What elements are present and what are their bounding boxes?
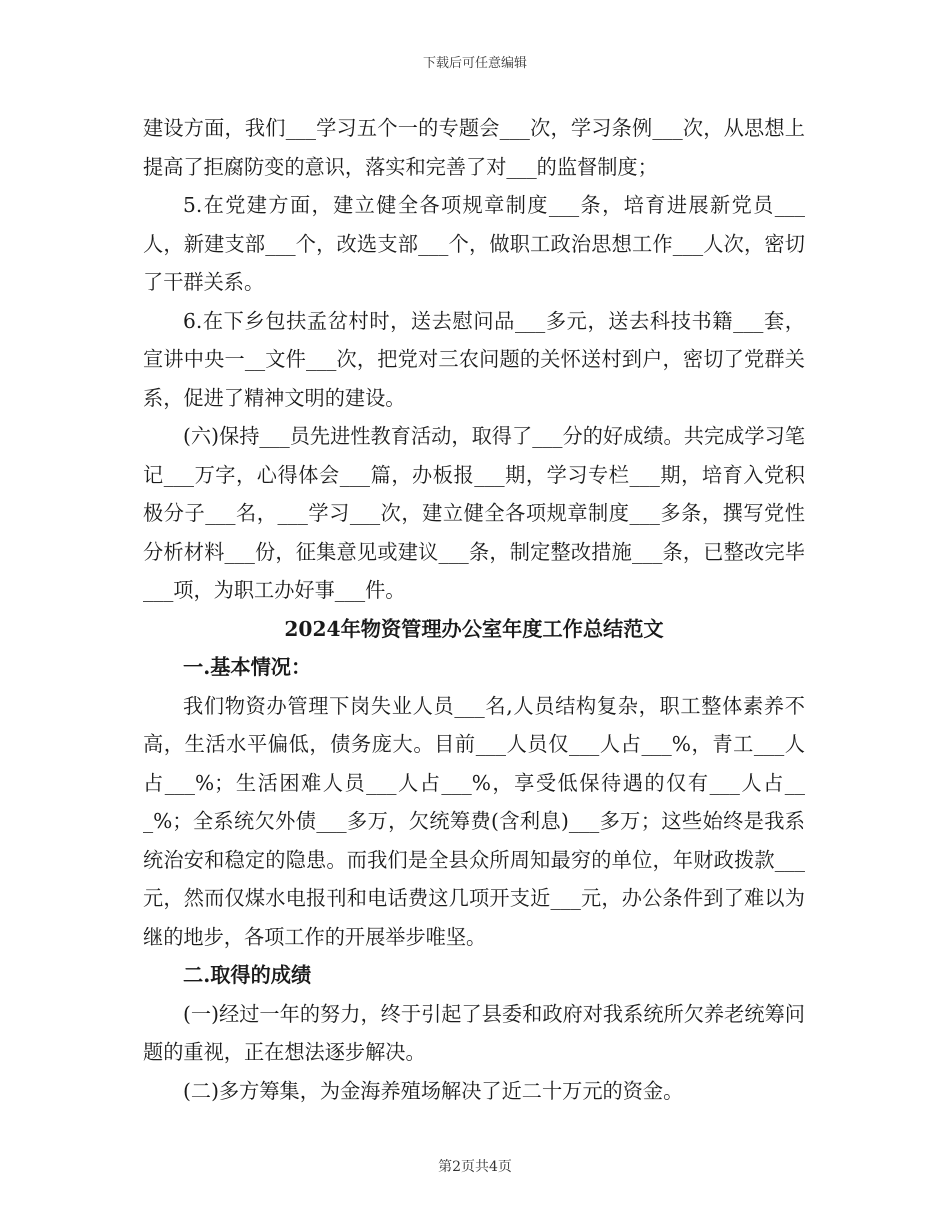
paragraph-village-support: 6.在下乡包扶孟岔村时，送去慰问品___多元，送去科技书籍___套，宣讲中央一__文件___次，把党对三农问题的关怀送村到户，密切了党群关系，促进了精神文明的建设。	[143, 308, 805, 410]
document-body	[143, 109, 805, 1110]
section-heading-achievements: 二.取得的成绩	[183, 963, 312, 987]
paragraph-party-building: 5.在党建方面，建立健全各项规章制度___条，培育进展新党员___人，新建支部___个，改选支部___个，做职工政治思想工作___人次，密切了干群关系。	[143, 193, 805, 294]
section-heading-basic-situation: 一.基本情况：	[183, 655, 312, 679]
paragraph-education-activity: (六)保持___员先进性教育活动，取得了___分的好成绩。共完成学习笔记___万字，心得体会___篇，办板报___期，学习专栏___期，培育入党积极分子___名，___学习___次，建立健全各项规章制度___多条，撰写党性分析材料___份，征集意见或建议___条，制定整改措施___条，已整改完毕___项，为职工办好事___件。	[143, 424, 805, 602]
paragraph-basic-situation: 我们物资办管理下岗失业人员___名,人员结构复杂，职工整体素养不高，生活水平偏低，债务庞大。目前___人员仅___人占___%，青工___人占___%；生活困难人员___人占___%，享受低保待遇的仅有___人占___%；全系统欠外债___多万，欠统筹费(含利息)___多万；这些始终是我系统治安和稳定的隐患。而我们是全县众所周知最穷的单位，年财政拨款___元，然而仅煤水电报刊和电话费这几项开支近___元，办公条件到了难以为继的地步，各项工作的开展举步唯坚。	[143, 693, 805, 949]
document-title: 2024年物资管理办公室年度工作总结范文	[284, 616, 664, 641]
page-number: 第2页共4页	[438, 1159, 512, 1175]
page-header: 下载后可任意编辑	[422, 56, 527, 71]
paragraph-achievement-2: (二)多方筹集，为金海养殖场解决了近二十万元的资金。	[183, 1078, 684, 1103]
paragraph-party-discipline: 建设方面，我们___学习五个一的专题会___次，学习条例___次，从思想上提高了拒腐防变的意识，落实和完善了对___的监督制度；	[143, 116, 805, 179]
paragraph-achievement-1: (一)经过一年的努力，终于引起了县委和政府对我系统所欠养老统筹问题的重视，正在想法逐步解决。	[143, 1001, 805, 1064]
